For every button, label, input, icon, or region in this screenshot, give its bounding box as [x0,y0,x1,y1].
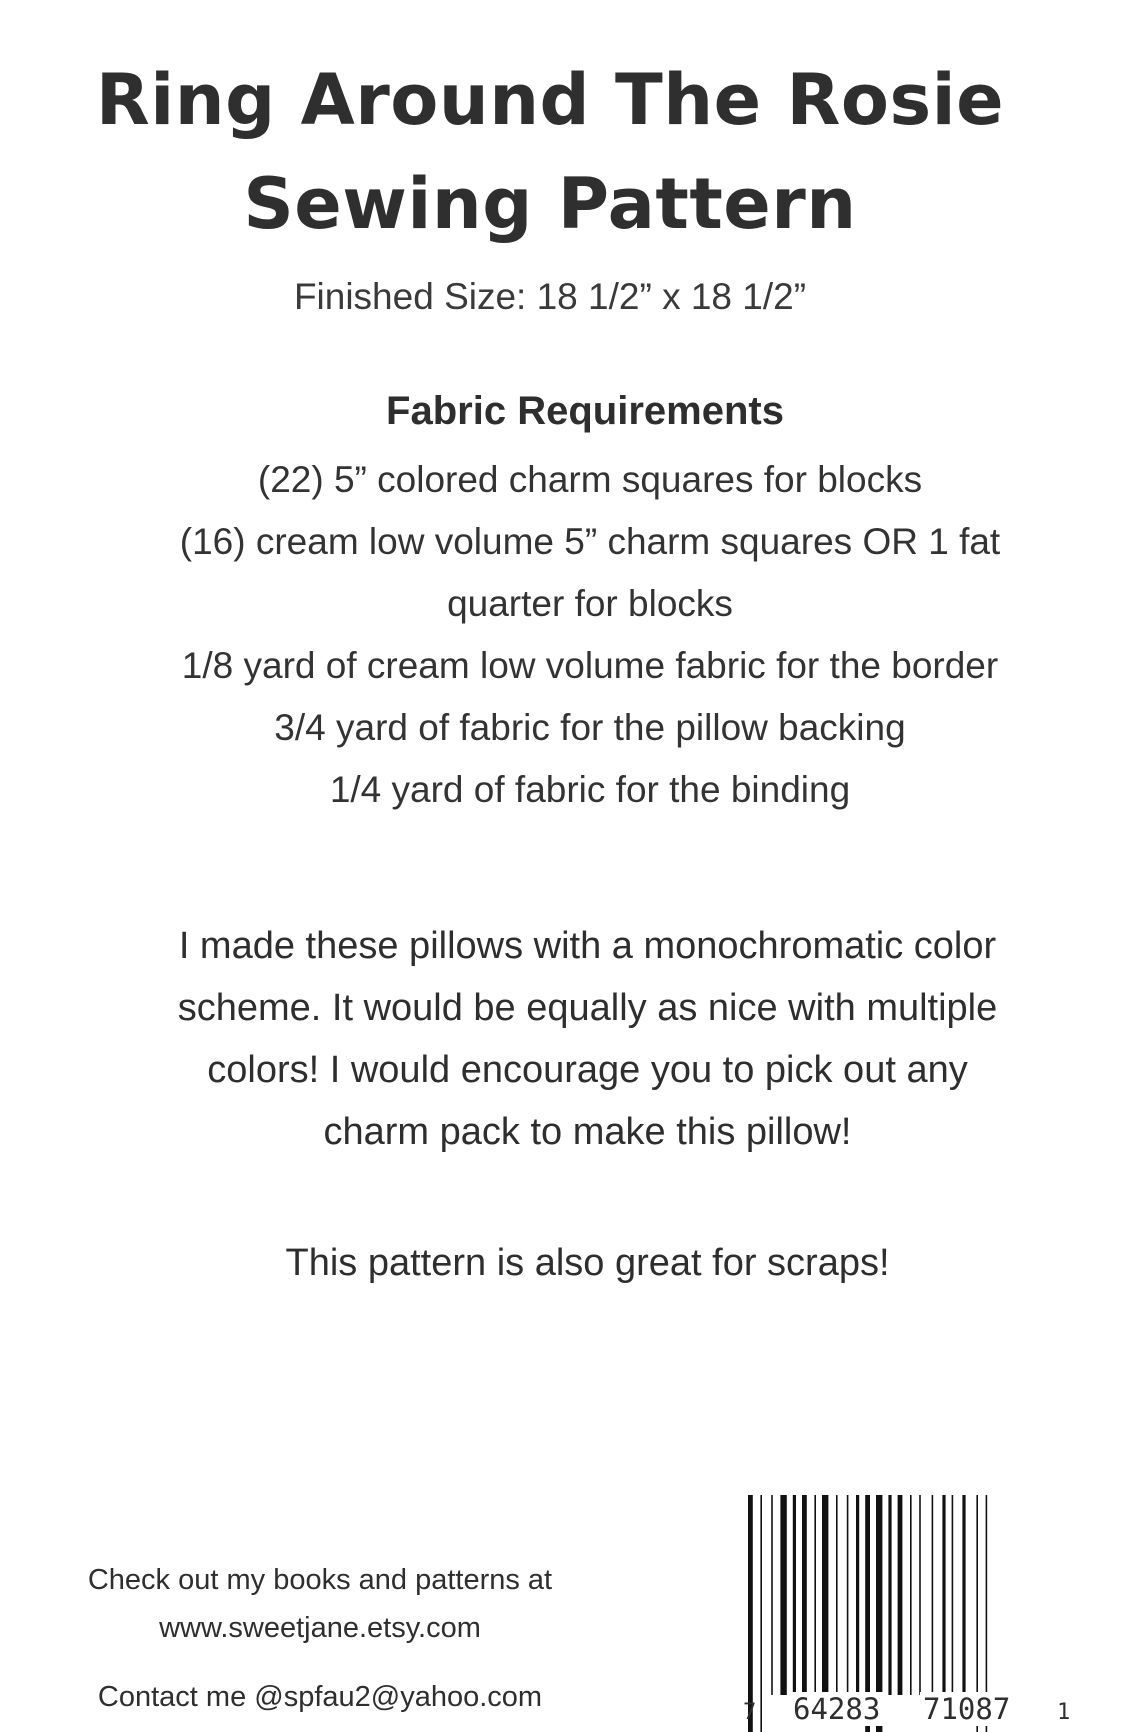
barcode-bar [802,1495,807,1695]
website-link[interactable]: www.sweetjane.etsy.com [159,1612,481,1644]
list-item: (16) cream low volume 5” charm squares OR 1 fat quarter for blocks [179,521,1001,624]
barcode-bar [952,1495,954,1695]
barcode-bar [771,1495,773,1695]
description-paragraph: I made these pillows with a monochromatic color scheme. It would be equally as nice with multiple colors! I would encourage you to pick out any charm pack to make this pillow! [177,925,998,1153]
fabric-requirements-heading: Fabric Requirements [386,389,784,433]
list-item: 1/8 yard of cream low volume fabric for the border [181,645,999,686]
list-item: (22) 5” colored charm squares for blocks [257,459,923,500]
barcode-bar [793,1495,796,1695]
list-item: 1/4 yard of fabric for the binding [329,769,851,810]
barcode-bar [780,1495,786,1695]
barcode-bar [748,1495,753,1732]
scraps-note: This pattern is also great for scraps! [285,1242,890,1284]
barcode-bar [856,1495,859,1695]
contact-email[interactable]: Contact me @spfau2@yahoo.com [97,1681,543,1713]
title-line-1: Ring Around The Rosie [95,59,1005,141]
books-and-patterns-text: Check out my books and patterns at [87,1564,553,1596]
barcode-bar [822,1495,828,1695]
fabric-requirements-list [0,449,1125,821]
page-title [0,48,1100,256]
barcode-bar [814,1495,816,1695]
list-item: 3/4 yard of fabric for the pillow backing [274,707,906,748]
barcode-check-digit: 1 [1057,1700,1071,1725]
barcode-bar [898,1495,903,1695]
barcode-bar [962,1495,965,1695]
barcode-digits-group-2: 71087 [920,1692,1013,1726]
barcode-lead-digit: 7 [743,1700,757,1725]
title-line-2: Sewing Pattern [243,163,857,245]
barcode-bar [847,1495,849,1695]
barcode-bar [836,1495,838,1695]
barcode-bar [888,1495,891,1695]
barcode-bar [910,1495,912,1695]
barcode-digits-group-1: 64283 [790,1692,883,1726]
barcode-bar [919,1495,921,1695]
barcode-bar [932,1495,934,1695]
barcode-bar [942,1495,945,1695]
barcode-bar [760,1495,762,1732]
finished-size: Finished Size: 18 1/2” x 18 1/2” [293,276,807,317]
